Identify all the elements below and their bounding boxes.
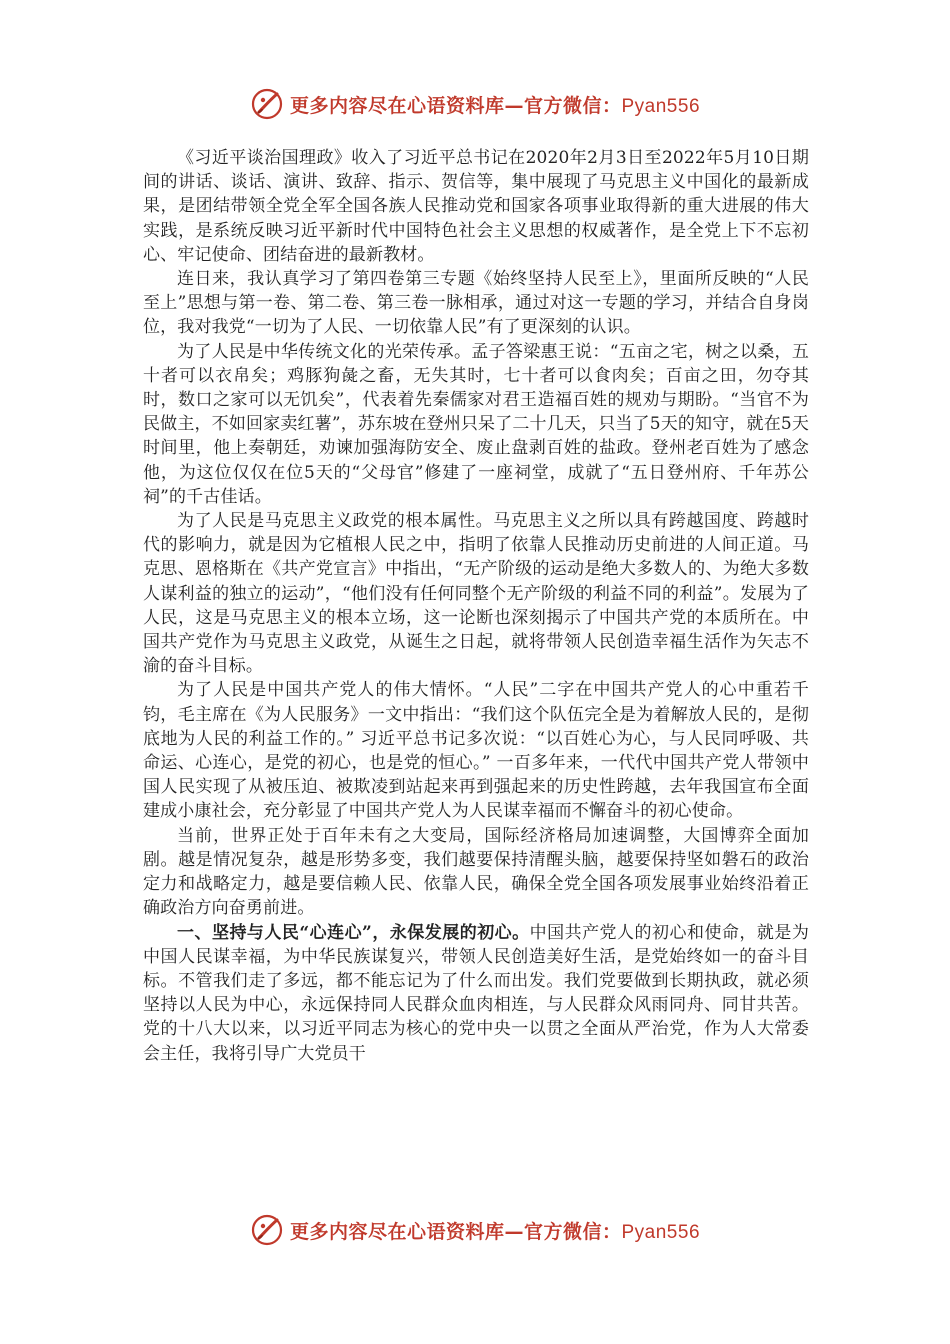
watermark-banner-bottom [0, 1210, 950, 1250]
document-body [143, 146, 809, 1066]
watermark-banner-top [0, 84, 950, 124]
watermark-text: 更多内容尽在心语资料库—官方微信：Pyan556 [289, 94, 701, 117]
brush-logo-icon [250, 87, 284, 121]
section-paragraph [143, 921, 809, 1066]
section-heading: 一、坚持与人民“心连心”，永保发展的初心。 [177, 922, 530, 943]
paragraph: 《习近平谈治国理政》收入了习近平总书记在2020年2月3日至2022年5月10日期间的讲话、谈话、演讲、致辞、指示、贺信等，集中展现了马克思主义中国化的最新成果，是团结带领全党全军全国各族人民推动党和国家各项事业取得新的重大进展的伟大实践，是系统反映习近平新时代中国特色社会主义思想的权威著作，是全党上下不忘初心、牢记使命、团结奋进的最新教材。 [143, 148, 809, 265]
section-body: 中国共产党人的初心和使命，就是为中国人民谋幸福，为中华民族谋复兴，带领人民创造美好生活，是党始终如一的奋斗目标。不管我们走了多远，都不能忘记为了什么而出发。我们党要做到长期执政，就必须坚持以人民为中心，永远保持同人民群众血肉相连，与人民群众风雨同舟、同甘共苦。党的十八大以来，以习近平同志为核心的党中央一以贯之全面从严治党，作为人大常委会主任，我将引导广大党员干 [143, 922, 809, 1064]
paragraph: 连日来，我认真学习了第四卷第三专题《始终坚持人民至上》，里面所反映的“人民至上”思想与第一卷、第二卷、第三卷一脉相承，通过对这一专题的学习，并结合自身岗位，我对我党“一切为了人民、一切依靠人民”有了更深刻的认识。 [143, 269, 809, 338]
paragraph: 当前，世界正处于百年未有之大变局，国际经济格局加速调整，大国博弈全面加剧。越是情况复杂，越是形势多变，我们越要保持清醒头脑，越要保持坚如磐石的政治定力和战略定力，越是要信赖人民、依靠人民，确保全党全国各项发展事业始终沿着正确政治方向奋勇前进。 [143, 825, 809, 919]
brush-logo-icon [250, 1213, 284, 1247]
watermark-text: 更多内容尽在心语资料库—官方微信：Pyan556 [289, 1220, 701, 1243]
paragraph: 为了人民是马克思主义政党的根本属性。马克思主义之所以具有跨越国度、跨越时代的影响力，就是因为它植根人民之中，指明了依靠人民推动历史前进的人间正道。马克思、恩格斯在《共产党宣言》中指出，“无产阶级的运动是绝大多数人的、为绝大多数人谋利益的独立的运动”，“他们没有任何同整个无产阶级的利益不同的利益”。发展为了人民，这是马克思主义的根本立场，这一论断也深刻揭示了中国共产党的本质所在。中国共产党作为马克思主义政党，从诞生之日起，就将带领人民创造幸福生活作为矢志不渝的奋斗目标。 [143, 511, 809, 677]
paragraph: 为了人民是中国共产党人的伟大情怀。“人民”二字在中国共产党人的心中重若千钧，毛主席在《为人民服务》一文中指出：“我们这个队伍完全是为着解放人民的，是彻底地为人民的利益工作的。” 习近平总书记多次说：“以百姓心为心，与人民同呼吸、共命运、心连心，是党的初心，也是党的恒心。” 一百多年来，一代代中国共产党人带领中国人民实现了从被压迫、被欺凌到站起来再到强起来的历史性跨越，去年我国宣布全面建成小康社会，充分彰显了中国共产党人为人民谋幸福而不懈奋斗的初心使命。 [143, 680, 809, 822]
paragraph: 为了人民是中华传统文化的光荣传承。孟子答梁惠王说：“五亩之宅，树之以桑，五十者可以衣帛矣；鸡豚狗彘之畜，无失其时，七十者可以食肉矣；百亩之田，勿夺其时，数口之家可以无饥矣”，代表着先秦儒家对君王造福百姓的规劝与期盼。“当官不为民做主，不如回家卖红薯”，苏东坡在登州只呆了二十几天，只当了5天的知守，就在5天时间里，他上奏朝廷，劝谏加强海防安全、废止盘剥百姓的盐政。登州老百姓为了感念他，为这位仅仅在位5天的“父母官”修建了一座祠堂，成就了“五日登州府、千年苏公祠”的千古佳话。 [143, 341, 809, 507]
